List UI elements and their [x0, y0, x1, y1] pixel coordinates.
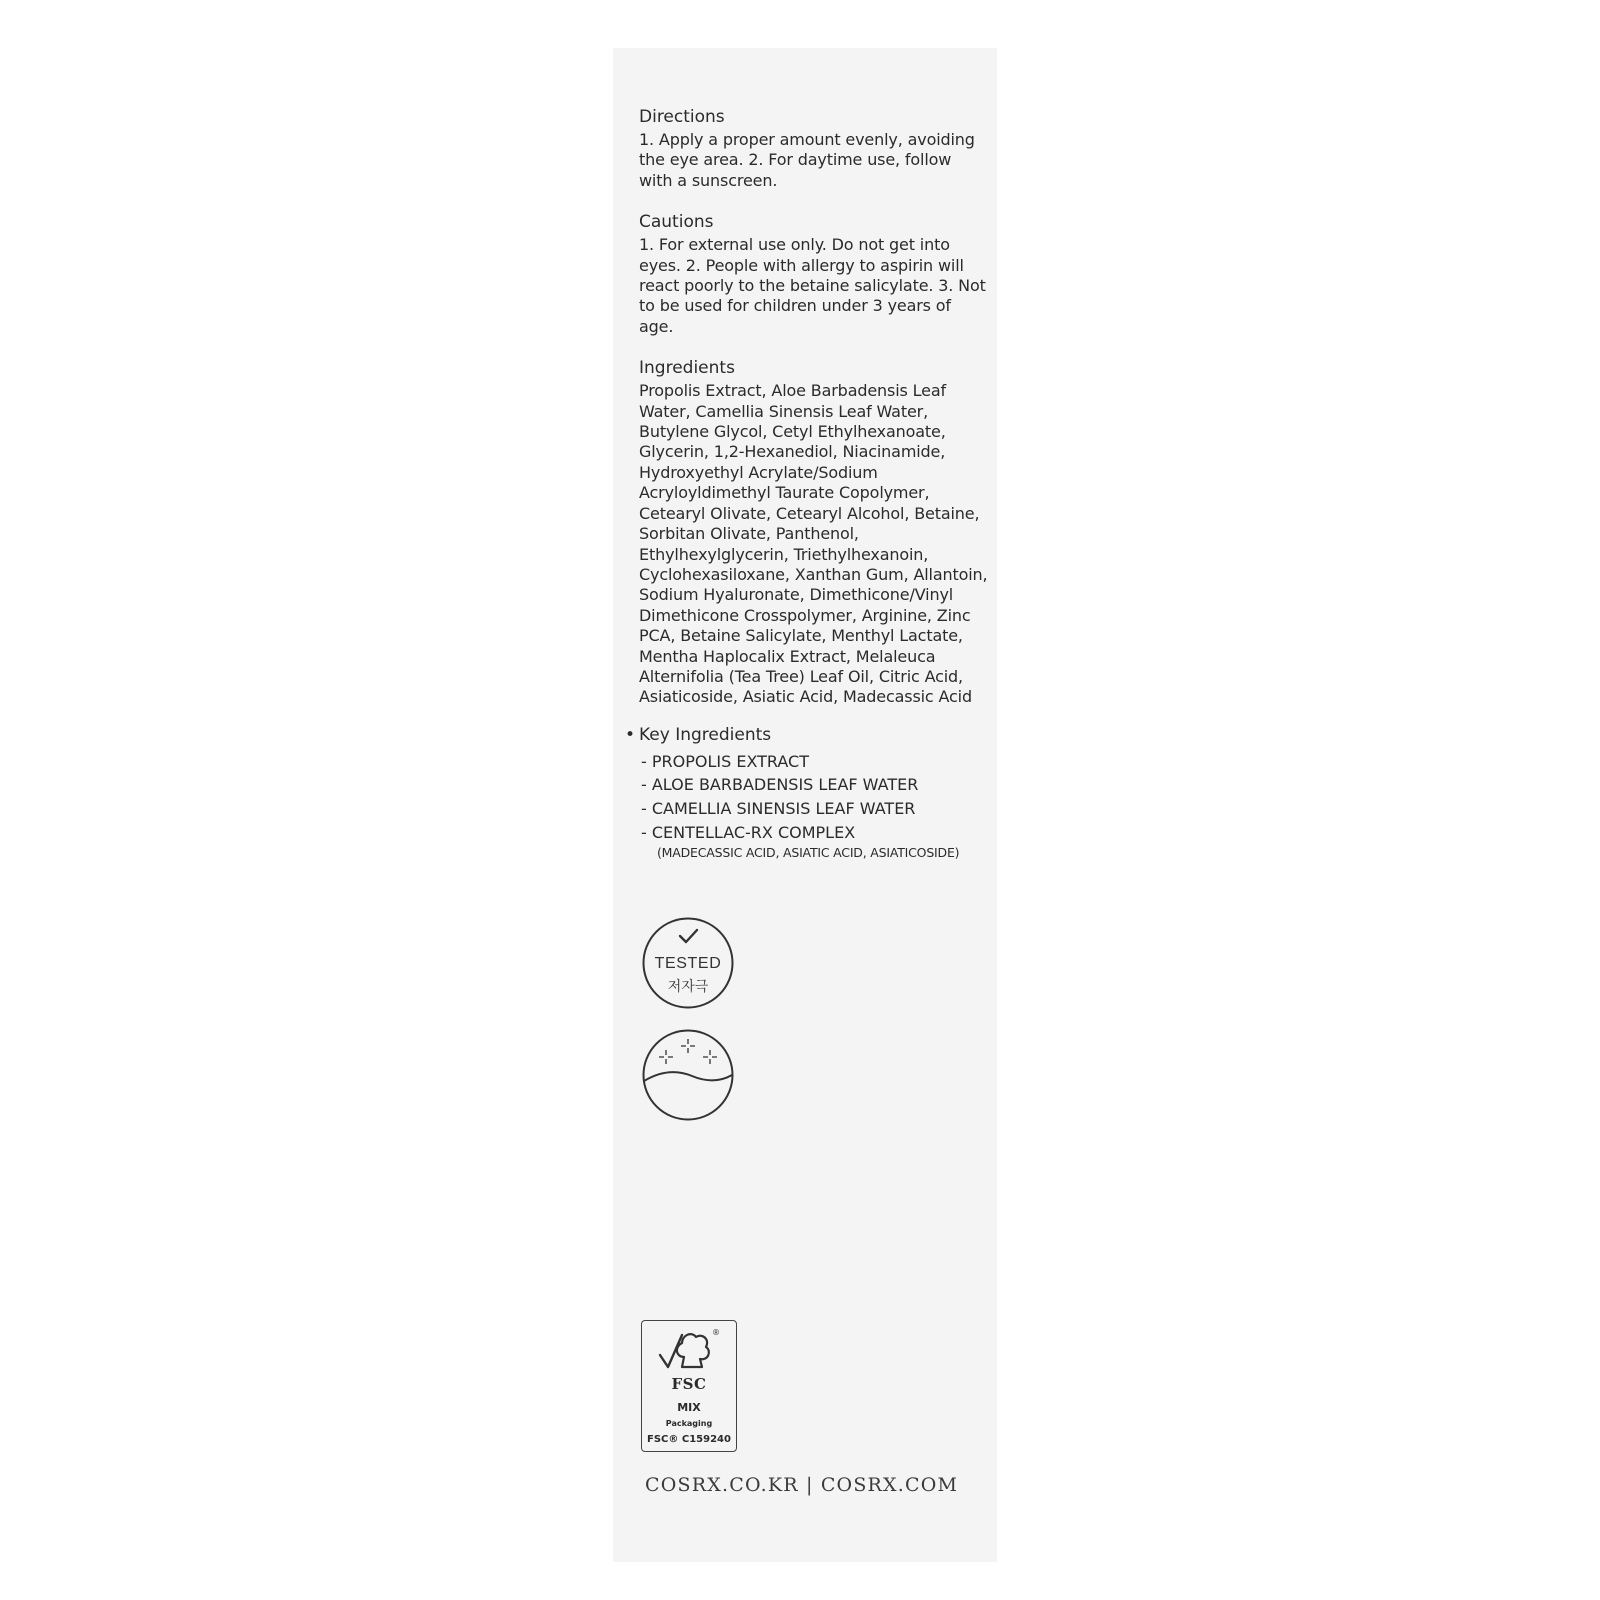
label-content: [625, 106, 989, 862]
ingredients-text: Propolis Extract, Aloe Barbadensis Leaf Water, Camellia Sinensis Leaf Water, Butylene Glycol, Cetyl Ethylhexanoate, Glycerin, 1,2-Hexanediol, Niacinamide, Hydroxyethyl Acrylate/Sodium Acryloyldimethyl Taurate Copolymer, Cetearyl Olivate, Cetearyl Alcohol, Betaine, Sorbitan Olivate, Panthenol, Ethylhexylglycerin, Triethylhexanoin, Cyclohexasiloxane, Xanthan Gum, Allantoin, Sodium Hyaluronate, Dimethicone/Vinyl Dimethicone Crosspolymer, Arginine, Zinc PCA, Betaine Salicylate, Menthyl Lactate, Mentha Haplocalix Extract, Melaleuca Alternifolia (Tea Tree) Leaf Oil, Citric Acid, Asiaticoside, Asiatic Acid, Madecassic Acid: [639, 381, 988, 707]
tested-korean-label: 저자극: [667, 979, 709, 995]
key-ingredient-item: - CAMELLIA SINENSIS LEAF WATER: [641, 798, 916, 818]
directions-heading: Directions: [639, 107, 725, 127]
fsc-tree-check-icon: [658, 1327, 720, 1377]
fsc-word: FSC: [671, 1375, 707, 1393]
key-ingredients-title: Key Ingredients: [639, 724, 772, 745]
key-ingredient-item: - PROPOLIS EXTRACT: [641, 751, 809, 771]
cautions-section: [639, 211, 989, 337]
fsc-packaging-label: Packaging: [665, 1419, 713, 1428]
fsc-license-code: FSC® C159240: [647, 1434, 731, 1445]
moisture-badge: [642, 1029, 734, 1121]
directions-section: [639, 106, 989, 191]
key-ingredient-item: - CENTELLAC-RX COMPLEX: [641, 822, 856, 842]
cautions-heading: Cautions: [639, 212, 714, 233]
ingredients-heading: Ingredients: [639, 358, 735, 379]
key-ingredients-section: [625, 724, 989, 862]
key-ingredients-heading: [625, 724, 989, 746]
fsc-mix-label: MIX: [677, 1401, 701, 1414]
key-ingredient-note: (MADECASSIC ACID, ASIATIC ACID, ASIATICOSIDE): [657, 845, 960, 861]
cautions-text: 1. For external use only. Do not get into eyes. 2. People with allergy to aspirin will react poorly to the betaine salicylate. 3. Not to be used for children under 3 years of age.: [639, 235, 986, 336]
key-ingredient-item: - ALOE BARBADENSIS LEAF WATER: [641, 775, 919, 795]
website-urls: COSRX.CO.KR | COSRX.COM: [645, 1474, 959, 1496]
tested-badge: [642, 917, 734, 1009]
sparkle-wave-icon: [644, 1039, 732, 1081]
fsc-certification-label: [641, 1320, 737, 1452]
ingredients-section: [639, 357, 989, 708]
bullet-mark: •: [625, 724, 636, 745]
registered-mark: ®: [712, 1328, 720, 1337]
directions-text: 1. Apply a proper amount evenly, avoiding the eye area. 2. For daytime use, follow with a sunscreen.: [639, 130, 975, 190]
check-icon: [680, 930, 697, 942]
tested-label: TESTED: [654, 955, 722, 972]
